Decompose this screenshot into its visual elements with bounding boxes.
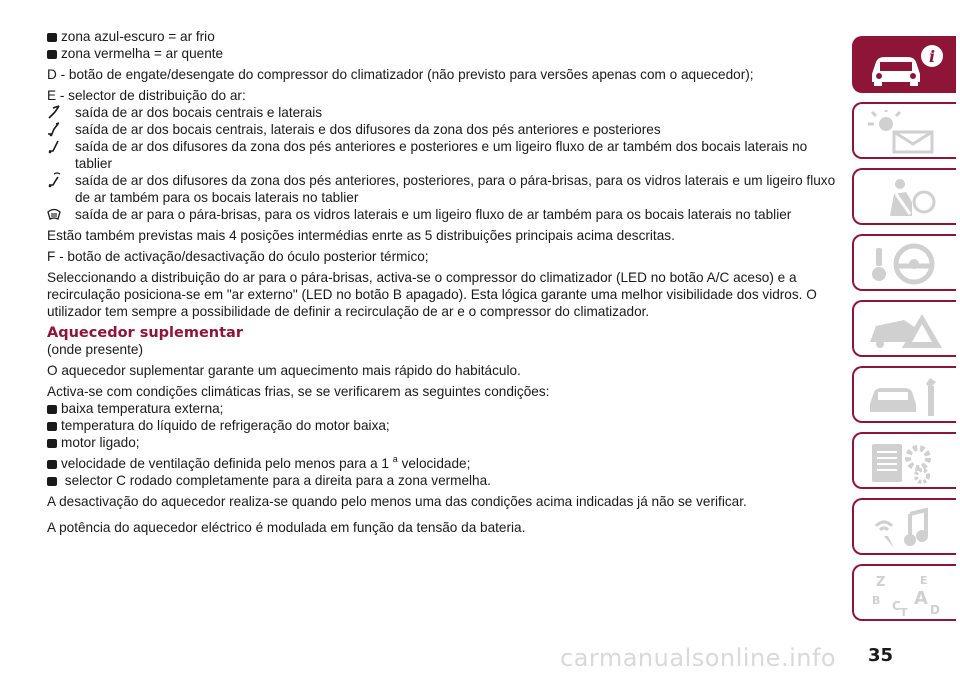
vent-option <box>47 138 837 172</box>
tab-technical-data[interactable] <box>852 432 956 489</box>
paragraph: E - selector de distribuição do ar: <box>47 88 246 103</box>
air-face-feet-icon <box>47 121 61 137</box>
tab-starting-driving[interactable] <box>852 234 956 291</box>
paragraph: D - botão de engate/desengate do compressor do climatizador (não previsto para versões apenas com o aquecedor); <box>47 67 754 82</box>
multimedia-music-icon <box>866 506 946 550</box>
list-item <box>47 45 837 62</box>
bullet-icon <box>47 50 57 59</box>
list-item-text: baixa temperatura externa; <box>61 401 224 416</box>
index-letter: A <box>914 588 928 609</box>
vent-option-text: saída de ar dos bocais centrais, laterais e dos difusores da zona dos pés anteriores e posteriores <box>75 122 661 137</box>
index-letter: C <box>892 599 901 613</box>
document-body <box>47 28 837 536</box>
bullet-icon <box>47 422 57 431</box>
tab-car-info[interactable] <box>852 36 956 93</box>
paragraph: Seleccionando a distribuição do ar para o pára-brisas, activa-se o compressor do climatizador (LED no botão A/C aceso) e a recirculação posiciona-se em "ar externo" (LED no botão B apagado). Esta lógica garante uma melhor visibilidade dos vidros. O utilizador tem sempre a possibilidade de definir a recirculação de ar e o compressor do climatizador. <box>47 270 817 319</box>
chapter-tabs <box>852 36 956 630</box>
warning-light-envelope-icon <box>866 110 946 154</box>
car-info-icon <box>866 44 946 88</box>
paragraph: A potência do aquecedor eléctrico é modulada em função da tensão da bateria. <box>47 520 526 535</box>
paragraph: A desactivação do aquecedor realiza-se quando pelo menos uma das condições acima indicadas já não se verificar. <box>47 494 747 509</box>
list-item <box>47 417 837 434</box>
tab-index[interactable] <box>852 564 956 621</box>
tab-emergency[interactable] <box>852 300 956 357</box>
svg-text:i: i <box>928 47 936 66</box>
superscript: a <box>392 454 398 464</box>
bullet-icon <box>47 33 57 42</box>
paragraph: O aquecedor suplementar garante um aquecimento mais rápido do habitáculo. <box>47 363 521 378</box>
car-warning-triangle-icon <box>866 308 946 352</box>
windscreen-demist-icon <box>47 206 61 222</box>
index-letter: D <box>930 603 940 616</box>
paragraph: F - botão de activação/desactivação do óculo posterior térmico; <box>47 249 429 264</box>
list-item <box>47 472 837 489</box>
tab-multimedia[interactable] <box>852 498 956 555</box>
index-letter: T <box>900 606 908 616</box>
index-letter: E <box>920 574 928 587</box>
vent-option <box>47 206 837 223</box>
vent-option <box>47 104 837 121</box>
vent-option-text: saída de ar dos bocais centrais e laterais <box>75 105 323 120</box>
steering-key-icon <box>866 242 946 286</box>
index-letter: B <box>872 594 881 607</box>
list-item <box>47 400 837 417</box>
list-item-text: motor ligado; <box>61 435 140 450</box>
list-item-text: zona azul-escuro = ar frio <box>61 29 215 44</box>
bullet-icon <box>47 405 57 414</box>
tab-maintenance[interactable] <box>852 366 956 423</box>
vent-option-text: saída de ar dos difusores da zona dos pés anteriores, posteriores, para o pára-brisas, para os vidros laterais e um ligeiro fluxo de ar também para os bocais laterais no tablier <box>75 173 836 205</box>
list-item-text: velocidade; <box>401 456 471 471</box>
vent-option-text: saída de ar para o pára-brisas, para os vidros laterais e um ligeiro fluxo de ar também para os bocais laterais no tablier <box>75 207 792 222</box>
paragraph: Activa-se com condições climáticas frias, se se verificarem as seguintes condições: <box>47 384 550 399</box>
section-heading: Aquecedor suplementar <box>47 325 243 341</box>
vent-option <box>47 172 837 206</box>
vent-option <box>47 121 837 138</box>
bullet-icon <box>47 460 57 469</box>
airbag-seatbelt-icon <box>866 176 946 220</box>
section-subtitle: (onde presente) <box>47 342 143 357</box>
air-feet-windscreen-icon <box>47 172 61 188</box>
list-item <box>47 451 837 472</box>
bullet-icon <box>47 439 57 448</box>
list-item-text: velocidade de ventilação definida pelo menos para a 1 <box>61 456 389 471</box>
car-wrench-icon <box>866 374 946 418</box>
air-face-vent-icon <box>47 104 61 120</box>
watermark: carmanualsonline.info <box>560 644 837 672</box>
page-number: 35 <box>868 645 894 666</box>
list-item-text: temperatura do líquido de refrigeração do motor baixa; <box>61 418 390 433</box>
list-item <box>47 434 837 451</box>
paragraph: Estão também previstas mais 4 posições intermédias enrte as 5 distribuições principais acima descritas. <box>47 228 675 243</box>
list-item-text: selector C rodado completamente para a direita para a zona vermelha. <box>64 473 491 488</box>
tab-lights-messages[interactable] <box>852 102 956 159</box>
index-letter: Z <box>876 575 886 590</box>
list-item <box>47 28 837 45</box>
air-feet-icon <box>47 138 61 154</box>
bullet-icon <box>47 477 57 486</box>
tab-safety[interactable] <box>852 168 956 225</box>
alphabet-index-icon <box>866 572 946 616</box>
document-gear-icon <box>866 440 946 484</box>
vent-option-text: saída de ar dos difusores da zona dos pés anteriores e posteriores e um ligeiro fluxo de ar também dos bocais laterais no tablier <box>75 139 808 171</box>
list-item-text: zona vermelha = ar quente <box>61 46 224 61</box>
